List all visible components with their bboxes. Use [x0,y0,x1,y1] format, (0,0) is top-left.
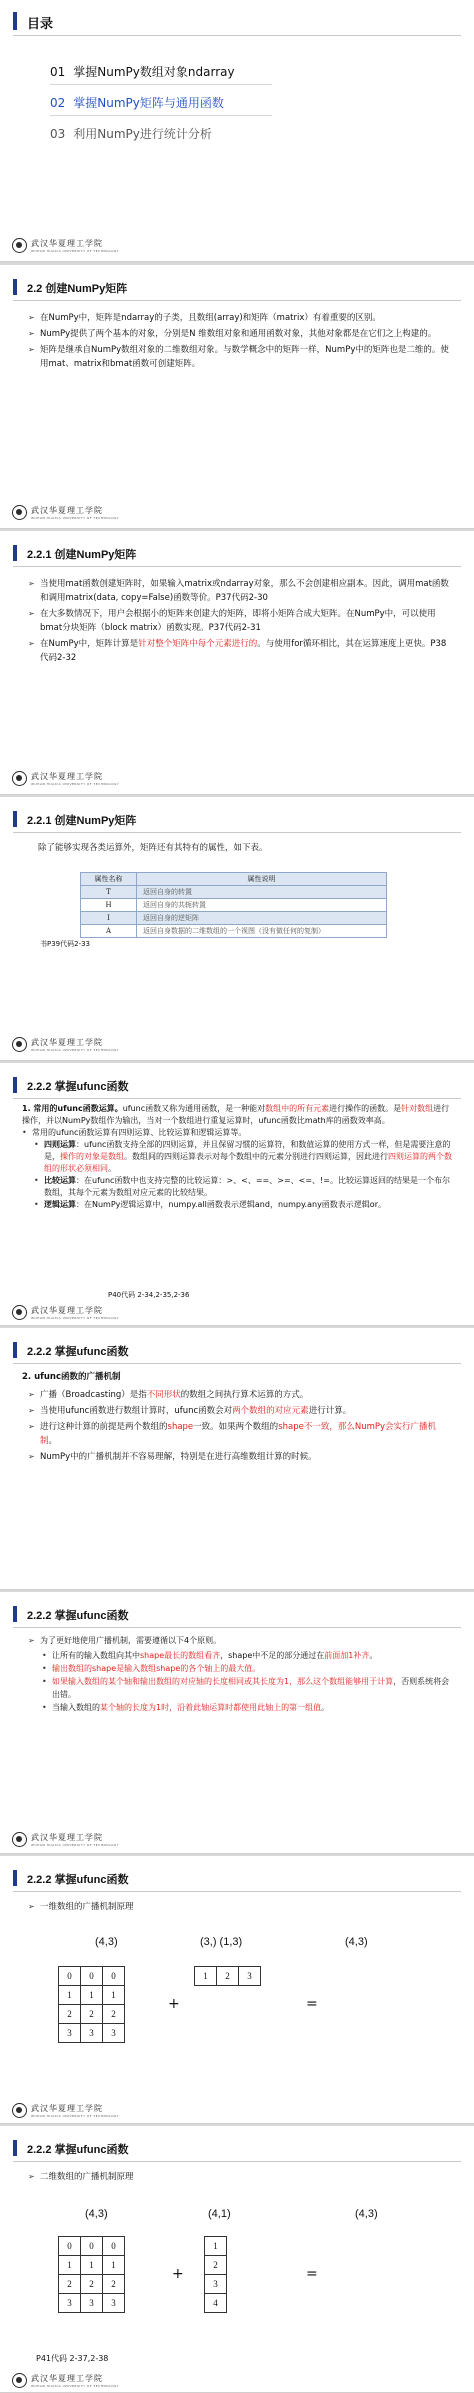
plus-sign: + [168,1996,180,2012]
grid-row: 1 1 1 [59,2256,125,2275]
seal-icon [12,238,27,253]
code-reference: P40代码 2-34,2-35,2-36 [108,1291,190,1299]
grid-row: 3 [205,2275,227,2294]
toc-divider [50,84,272,85]
grid-row: 3 3 3 [59,2294,125,2313]
slide-title: 2.2.2 掌握ufunc函数 [27,1346,129,1358]
bullet-item: ➢ 在大多数情况下，用户会根据小的矩阵来创建大的矩阵，即将小矩阵合成大矩阵。在NumPy中，可以使用bmat分块矩阵（block matrix）函数实现。P37代码2-31 [30,607,452,635]
equals-sign: = [306,1996,318,2012]
seal-icon [12,771,27,786]
table-row: T 返回自身的转置 [81,886,387,899]
bullet-item: ➢ 进行这种计算的前提是两个数组的shape一致。如果两个数组的shape不一致，那么NumPy会实行广播机制。 [30,1420,452,1448]
sub-bullet: • 四则运算：ufunc函数支持全部的四则运算，并且保留习惯的运算符，和数值运算的使用方式一样，但是需要注意的是，操作的对象是数组。数组间的四则运算表示对每个数组中的元素分别进行四则运算，因此进行四则运算的两个数组的形状必须相同。 [22,1139,452,1175]
rule-item: • 当输入数组的某个轴的长度为1时，沿着此轴运算时都使用此轴上的第一组值。 [30,1701,452,1714]
slide-title: 2.2.2 掌握ufunc函数 [27,1081,129,1093]
title-accent-bar [13,1342,17,1358]
intro-text: 除了能够实现各类运算外，矩阵还有其特有的属性，如下表。 [38,843,268,853]
university-logo: 武汉华夏理工学院 WUHAN HUAXIA UNIVERSITY OF TECHNOLOGY [12,1305,119,1320]
slide-broadcast-rules [0,1592,474,1854]
slide-title: 2.2 创建NumPy矩阵 [27,283,128,295]
title-accent-bar [13,545,17,561]
rules-content [30,1634,452,1714]
slide-title: 2.2.1 创建NumPy矩阵 [27,549,137,561]
code-reference: P41代码 2-37,2-38 [36,2354,109,2363]
bullet-item: ➢ 在NumPy中，矩阵是ndarray的子类，且数组(array)和矩阵（matrix）有着重要的区别。 [30,311,452,325]
slide-title: 目录 [27,16,54,31]
slide-title: 2.2.2 掌握ufunc函数 [27,1874,129,1886]
rule-item: • 输出数组的shape是输入数组shape的各个轴上的最大值。 [30,1662,452,1675]
bullet-item: ➢ 广播（Broadcasting）是指不同形状的数组之间执行算术运算的方式。 [30,1388,452,1402]
seal-icon [12,1037,27,1052]
seal-icon [12,1832,27,1847]
sub-bullet: • 比较运算：在ufunc函数中也支持完整的比较运算：>、<、==、>=、<=、!=。比较运算返回的结果是一个布尔数组，其每个元素为数组对应元素的比较结果。 [22,1175,452,1199]
equals-sign: = [306,2266,318,2282]
bullet-list [30,577,452,667]
title-underline [13,1627,461,1628]
university-logo: 武汉华夏理工学院 WUHAN HUAXIA UNIVERSITY OF TECHNOLOGY [12,1037,119,1052]
toc-item-2[interactable]: 02 掌握NumPy矩阵与通用函数 [50,96,224,110]
slide-title: 2.2.1 创建NumPy矩阵 [27,815,137,827]
grid-row: 2 [205,2256,227,2275]
title-underline [13,566,461,567]
broadcast-content [22,1370,452,1466]
array-grid-a [58,1966,125,2043]
array-grid-b [204,2236,227,2313]
shape-label-result: (4,3) [345,1936,368,1948]
slide-title: 2.2.2 掌握ufunc函数 [27,1610,129,1622]
title-underline [13,2161,461,2162]
table-header: 属性名称 [81,873,137,886]
plus-sign: + [172,2266,184,2282]
attribute-table [80,872,387,938]
lead-text: ➢ 一维数组的广播机制原理 [30,1900,452,1916]
lead-text: ➢ 二维数组的广播机制原理 [30,2170,452,2186]
seal-icon [12,505,27,520]
slide-2d-broadcast [0,2126,474,2393]
title-underline [13,832,461,833]
title-accent-bar [13,279,17,295]
title-accent-bar [13,2140,17,2156]
slide-create-matrix [0,265,474,529]
toc-divider [50,115,272,116]
title-accent-bar [13,12,17,30]
university-logo: 武汉华夏理工学院 WUHAN HUAXIA UNIVERSITY OF TECHNOLOGY [12,2373,119,2388]
grid-row: 0 0 0 [59,2237,125,2256]
array-grid-a [58,2236,125,2313]
bullet-item: ➢ 为了更好地使用广播机制，需要遵循以下4个原则。 [30,1634,452,1647]
seal-icon [12,2103,27,2118]
slide-1d-broadcast [0,1856,474,2124]
title-underline [13,300,461,301]
grid-row: 4 [205,2294,227,2313]
paragraph: 1. 常用的ufunc函数运算。ufunc函数又称为通用函数，是一种能对数组中的所有元素进行操作的函数。是针对数组进行操作，并以NumPy数组作为输出，当对一个数组进行重复运算时，ufunc函数比math库的函数效率高。 [22,1104,450,1125]
bullet-item: ➢ 在NumPy中，矩阵计算是针对整个矩阵中每个元素进行的。与使用for循环相比，其在运算速度上更快。P38代码2-32 [30,637,452,665]
title-accent-bar [13,1077,17,1093]
seal-icon [12,2373,27,2388]
table-row: I 返回自身的逆矩阵 [81,912,387,925]
slide-matrix-attributes [0,797,474,1061]
bullet-item: ➢ NumPy提供了两个基本的对象，分别是N 维数组对象和通用函数对象，其他对象都是在它们之上构建的。 [30,327,452,341]
grid-row: 3 3 3 [59,2024,125,2043]
slide-broadcasting [0,1328,474,1590]
slide-ufunc-ops [0,1063,474,1326]
ufunc-content [22,1103,452,1211]
bullet-list [30,311,452,373]
title-accent-bar [13,1870,17,1886]
grid-row: 2 2 2 [59,2275,125,2294]
code-reference: 书P39代码2-33 [40,940,91,948]
section-heading: 2. ufunc函数的广播机制 [22,1372,121,1382]
bullet-item: ➢ 矩阵是继承自NumPy数组对象的二维数组对象。与数学概念中的矩阵一样，NumPy中的矩阵也是二维的。使用mat、matrix和bmat函数可创建矩阵。 [30,343,452,371]
shape-label-b: (4,1) [208,2208,231,2220]
bullet-item: ➢ NumPy中的广播机制并不容易理解，特别是在进行高维数组计算的时候。 [30,1450,452,1464]
rule-item: • 如果输入数组的某个轴和输出数组的对应轴的长度相同或其长度为1，那么这个数组能够用于计算，否则系统将会出错。 [30,1675,452,1701]
title-accent-bar [13,1606,17,1622]
title-underline [13,1098,461,1099]
university-logo: 武汉华夏理工学院 WUHAN HUAXIA UNIVERSITY OF TECHNOLOGY [12,505,119,520]
grid-row: 2 2 2 [59,2005,125,2024]
university-logo: 武汉华夏理工学院 WUHAN HUAXIA UNIVERSITY OF TECHNOLOGY [12,771,119,786]
university-logo: 武汉华夏理工学院 WUHAN HUAXIA UNIVERSITY OF TECHNOLOGY [12,238,119,253]
title-underline [13,1363,461,1364]
shape-label-a: (4,3) [95,1936,118,1948]
bullet-item: ➢ 当使用ufunc函数进行数组计算时，ufunc函数会对两个数组的对应元素进行计算。 [30,1404,452,1418]
title-underline [13,1891,461,1892]
table-header: 属性说明 [137,873,387,886]
bullet-item: • 常用的ufunc函数运算有四则运算、比较运算和逻辑运算等。 [22,1127,452,1139]
grid-row: 0 0 0 [59,1967,125,1986]
slide-title: 2.2.2 掌握ufunc函数 [27,2144,129,2156]
slide-create-matrix-2 [0,531,474,795]
university-logo: 武汉华夏理工学院 WUHAN HUAXIA UNIVERSITY OF TECHNOLOGY [12,1832,119,1847]
seal-icon [12,1305,27,1320]
rule-item: • 让所有的输入数组向其中shape最长的数组看齐，shape中不足的部分通过在前面加1补齐。 [30,1649,452,1662]
array-grid-b [194,1966,261,1986]
shape-label-a: (4,3) [85,2208,108,2220]
grid-row: 1 [205,2237,227,2256]
university-logo: 武汉华夏理工学院 WUHAN HUAXIA UNIVERSITY OF TECHNOLOGY [12,2103,119,2118]
title-underline [13,35,461,36]
table-row: A 返回自身数据的二维数组的一个视图（没有做任何的复制） [81,925,387,938]
bullet-item: ➢ 当使用mat函数创建矩阵时，如果输入matrix或ndarray对象，那么不会创建相应副本。因此，调用mat函数和调用matrix(data, copy=False)函数等价。P37代码2-30 [30,577,452,605]
slide-toc [0,0,474,262]
shape-label-result: (4,3) [355,2208,378,2220]
table-row: H 返回自身的共轭转置 [81,899,387,912]
shape-label-b: (3,) (1,3) [200,1936,243,1948]
title-accent-bar [13,811,17,827]
grid-row: 1 1 1 [59,1986,125,2005]
toc-item-3[interactable]: 03 利用NumPy进行统计分析 [50,127,212,141]
toc-item-1[interactable]: 01 掌握NumPy数组对象ndarray [50,65,235,79]
sub-bullet: • 逻辑运算：在NumPy逻辑运算中，numpy.all函数表示逻辑and，numpy.any函数表示逻辑or。 [22,1199,452,1211]
grid-row: 1 2 3 [195,1967,261,1986]
